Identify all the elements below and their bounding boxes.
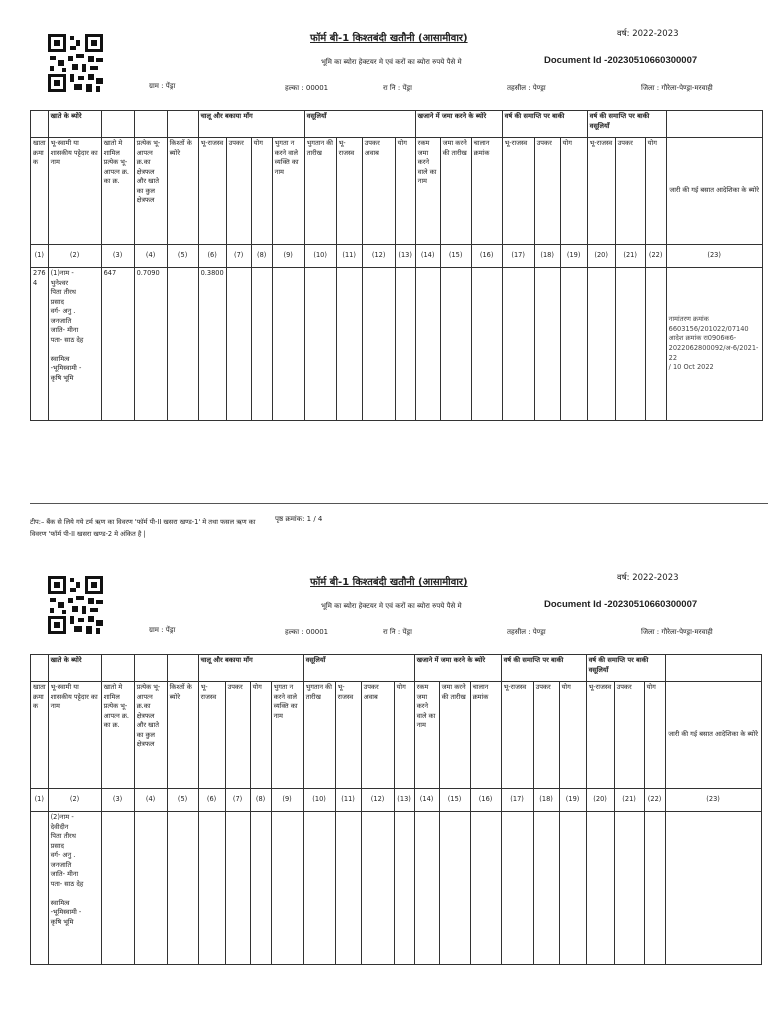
- col-number: (19): [560, 245, 587, 268]
- khata-number: 276 4: [31, 268, 49, 421]
- group-header-khajana: खजाने में जमा करने के ब्योरे: [415, 111, 502, 138]
- col-header: भू-स्वामी या शासकीय पट्टेदार का नाम: [48, 682, 101, 789]
- zila-label: जिला : गौरेला-पेण्ड्रा-मरवाही: [641, 84, 713, 92]
- group-header-mang: चालू और बकाया माँग: [198, 655, 303, 682]
- col-header: रकम जमा करने वाले का नाम: [414, 682, 439, 789]
- group-header-baki: वर्ष की समाप्ति पर बाकी: [501, 655, 586, 682]
- col-header: भू-राजस्व: [586, 682, 614, 789]
- col-number: (14): [414, 789, 439, 812]
- col-number: (20): [587, 245, 615, 268]
- group-header-khate: खाते के ब्योरे: [48, 111, 101, 138]
- col-header: भुगतान की तारीख: [303, 682, 335, 789]
- col-number: (6): [198, 245, 226, 268]
- col-number: (12): [361, 789, 394, 812]
- col-number: (17): [502, 245, 534, 268]
- col-header: योग: [250, 682, 271, 789]
- col-header: योग: [395, 138, 415, 245]
- form-title: फॉर्म बी-1 किश्तबंदी खतौनी (आसामीवार): [310, 33, 468, 44]
- col-header: भू-राजस्व: [198, 682, 225, 789]
- table-row: [31, 268, 763, 421]
- owner-details: (2)नाम - देवीदीन पिता तीरथ प्रसाद वर्ग- अनु . जनजाति जाति- मीना पता- साठ देह स्वामित्व -भूमिस्वामी - कृषि भूमि: [48, 812, 101, 965]
- col-number: (18): [533, 789, 559, 812]
- group-header-vasuliyan: वसूलियाँ: [303, 655, 414, 682]
- khasra-number: 647: [101, 268, 134, 421]
- area-value: 0.7090: [134, 268, 167, 421]
- col-header: भुगता न करने वाले व्यक्ति का नाम: [272, 138, 304, 245]
- col-number: (23): [665, 789, 761, 812]
- col-number: (21): [614, 789, 644, 812]
- col-number: (22): [645, 245, 666, 268]
- col-header: जमा करने की तारीख: [440, 138, 471, 245]
- col-number: (1): [31, 789, 49, 812]
- year-label: वर्ष: 2022-2023: [617, 29, 679, 39]
- col-number: (2): [48, 245, 101, 268]
- group-header-vasuliyan: वसूलियाँ: [304, 111, 415, 138]
- col-header: भुगतान की तारीख: [304, 138, 336, 245]
- col-header: भू-राजस्व: [587, 138, 615, 245]
- units-subtitle: भूमि का ब्योरा हेक्टयर मे एवं करों का ब्योरा रुपये पैसे मे: [321, 58, 462, 66]
- header-cell-empty: [31, 111, 49, 138]
- ra-ni-label: रा नि : पेंड्रा: [383, 84, 412, 92]
- col-header: उपकर: [533, 682, 559, 789]
- col-number: (11): [336, 245, 362, 268]
- col-header: उपकर: [614, 682, 644, 789]
- gram-label: ग्राम : पेंड्रा: [149, 626, 176, 634]
- col-number: (7): [226, 245, 251, 268]
- col-number: (16): [470, 789, 501, 812]
- col-header: प्रत्येक भू-आपत्न क्र.का क्षेत्रफल और खाते का कुल क्षेत्रफल: [134, 138, 167, 245]
- col-header: उपकर अवाब: [362, 138, 395, 245]
- col-number: (9): [271, 789, 303, 812]
- owner-details: (1)नाम - भुनेश्वर पिता तीरथ प्रसाद वर्ग- अनु . जनजाति जाति- मीना पता- साठ देह स्वामित्व -भूमिस्वामी - कृषि भूमि: [48, 268, 101, 421]
- qr-code: [48, 34, 103, 92]
- col-header: भू-राजस्व: [335, 682, 361, 789]
- col-number: (23): [666, 245, 762, 268]
- form-title: फॉर्म बी-1 किश्तबंदी खतौनी (आसामीवार): [310, 577, 468, 588]
- col-header: प्रत्येक भू-आपत्न क्र.का क्षेत्रफल और खाते का कुल क्षेत्रफल: [134, 682, 167, 789]
- col-header: खातो मे शामिल प्रत्येक भू-आपत्न क्र. का क्र.: [101, 138, 134, 245]
- col-number: (2): [48, 789, 101, 812]
- col-number: (5): [167, 789, 198, 812]
- col-header: भुगता न करने वाले व्यक्ति का नाम: [271, 682, 303, 789]
- units-subtitle: भूमि का ब्योरा हेक्टयर मे एवं करों का ब्योरा रुपये पैसे मे: [321, 602, 462, 610]
- aadeshika-details: नामांतरण क्रमांक 6603156/201022/07140 आदेश क्रमांक रा0906क6-2022062800092/अ-6/2021-22 / 10 Oct 2022: [666, 268, 762, 421]
- col-header: योग: [559, 682, 586, 789]
- col-header: भू-स्वामी या शासकीय पट्टेदार का नाम: [48, 138, 101, 245]
- col-number: (8): [251, 245, 272, 268]
- col-header: योग: [394, 682, 414, 789]
- col-header: जारी की गई बसात आदेशिका के ब्योरे: [666, 138, 762, 245]
- col-number: (16): [471, 245, 502, 268]
- col-number: (18): [534, 245, 560, 268]
- year-label: वर्ष: 2022-2023: [617, 573, 679, 583]
- tehsil-label: तहसील : पेण्ड्रा: [507, 628, 546, 636]
- col-number: (20): [586, 789, 614, 812]
- group-header-khate: खाते के ब्योरे: [48, 655, 101, 682]
- halka-label: हल्का : 00001: [285, 628, 329, 636]
- col-header: किश्तों के ब्योरे: [167, 682, 198, 789]
- group-header-mang: चालू और बकाया माँग: [198, 111, 304, 138]
- col-number: (7): [225, 789, 250, 812]
- group-header-khajana: खजाने में जमा करने के ब्योरे: [414, 655, 501, 682]
- col-header: उपकर: [226, 138, 251, 245]
- col-number: (9): [272, 245, 304, 268]
- col-header: चालान क्रमांक: [470, 682, 501, 789]
- col-number: (14): [415, 245, 440, 268]
- col-number: (15): [440, 245, 471, 268]
- col-header: खाता क्रमा क: [31, 682, 49, 789]
- col-header: योग: [560, 138, 587, 245]
- col-header: जारी की गई बसात आदेशिका के ब्योरे: [665, 682, 761, 789]
- col-header: चालान क्रमांक: [471, 138, 502, 245]
- col-number: (1): [31, 245, 49, 268]
- khatauni-table: [30, 654, 762, 965]
- col-number: (4): [134, 245, 167, 268]
- col-header: उपकर अवाब: [361, 682, 394, 789]
- page-divider: [30, 503, 768, 504]
- col-header: योग: [644, 682, 665, 789]
- gram-label: ग्राम : पेंड्रा: [149, 82, 176, 90]
- col-header: योग: [645, 138, 666, 245]
- col-number: (11): [335, 789, 361, 812]
- document-id: Document Id -20230510660300007: [544, 599, 698, 610]
- col-number: (13): [394, 789, 414, 812]
- col-number: (3): [101, 789, 134, 812]
- col-header: उपकर: [615, 138, 645, 245]
- col-number: (6): [198, 789, 225, 812]
- col-number: (8): [250, 789, 271, 812]
- col-header: योग: [251, 138, 272, 245]
- col-header: उपकर: [534, 138, 560, 245]
- table-row: [31, 812, 762, 965]
- tehsil-label: तहसील : पेण्ड्रा: [507, 84, 546, 92]
- page-number: पृष्ठ क्रमांक: 1 / 4: [275, 515, 323, 523]
- col-header: जमा करने की तारीख: [439, 682, 470, 789]
- document-id: Document Id -20230510660300007: [544, 55, 698, 66]
- col-number: (10): [303, 789, 335, 812]
- col-number: (19): [559, 789, 586, 812]
- col-header: भू-राजस्व: [198, 138, 226, 245]
- col-header: भू-राजस्व: [336, 138, 362, 245]
- col-header: किश्तों के ब्योरे: [167, 138, 198, 245]
- col-number: (3): [101, 245, 134, 268]
- halka-label: हल्का : 00001: [285, 84, 329, 92]
- footer-note: टीप:– बैंक से लिये गये टर्म ऋण का विवरण 'फॉर्म पी-II खसरा खण्ड-1' मे तथा फसल ऋण का विवरण 'फॉर्म पी-II खसरा खण्ड-2 मे अंकित है |: [30, 518, 256, 538]
- bhu-rajasv-value: 0.3800: [198, 268, 226, 421]
- qr-code: [48, 576, 103, 634]
- col-header: भू-राजस्व: [502, 138, 534, 245]
- col-number: (12): [362, 245, 395, 268]
- col-number: (21): [615, 245, 645, 268]
- col-number: (4): [134, 789, 167, 812]
- col-number: (5): [167, 245, 198, 268]
- col-number: (10): [304, 245, 336, 268]
- col-header: खातो मे शामिल प्रत्येक भू-आपत्न क्र. का क्र.: [101, 682, 134, 789]
- col-number: (13): [395, 245, 415, 268]
- group-header-baki-vasuliyan: वर्ष की समाप्ति पर बाकी वसूलियाँ: [587, 111, 666, 138]
- group-header-baki: वर्ष की समाप्ति पर बाकी: [502, 111, 587, 138]
- col-header: खाता क्रमा क: [31, 138, 49, 245]
- col-number: (15): [439, 789, 470, 812]
- col-number: (17): [501, 789, 533, 812]
- header-cell-empty: [31, 655, 49, 682]
- col-header: उपकर: [225, 682, 250, 789]
- col-number: (22): [644, 789, 665, 812]
- col-header: रकम जमा करने वाले का नाम: [415, 138, 440, 245]
- col-header: भू-राजस्व: [501, 682, 533, 789]
- ra-ni-label: रा नि : पेंड्रा: [383, 628, 412, 636]
- group-header-baki-vasuliyan: वर्ष की समाप्ति पर बाकी वसूलियाँ: [586, 655, 665, 682]
- page-2: [0, 560, 768, 1024]
- zila-label: जिला : गौरेला-पेण्ड्रा-मरवाही: [641, 628, 713, 636]
- khatauni-table: [30, 110, 763, 421]
